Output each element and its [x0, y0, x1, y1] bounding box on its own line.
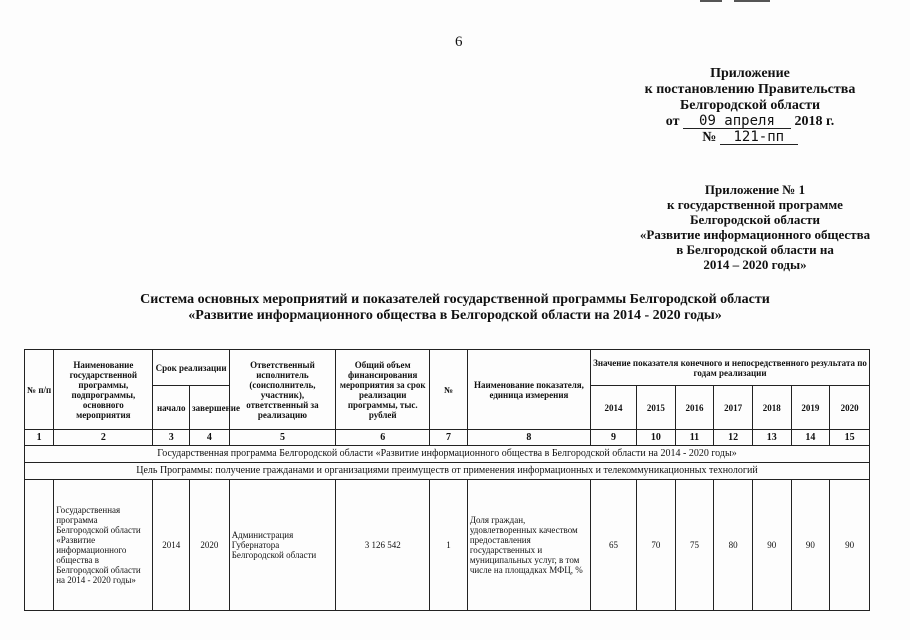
column-number: 12	[714, 430, 753, 446]
column-number: 7	[430, 430, 468, 446]
row-funding: 3 126 542	[336, 480, 430, 611]
row-value: 90	[791, 480, 830, 611]
from-label: от	[665, 114, 680, 129]
column-number: 5	[229, 430, 336, 446]
header-year: 2017	[714, 386, 753, 430]
column-number: 10	[637, 430, 676, 446]
number-label: №	[702, 130, 717, 145]
header-no: № п/п	[25, 350, 54, 430]
header-year: 2015	[637, 386, 676, 430]
appendix-line: Белгородской области	[679, 98, 821, 113]
header-funding: Общий объем финансирования мероприятия за срок реализации программы, тыс. рублей	[336, 350, 430, 430]
header-year: 2014	[591, 386, 637, 430]
column-number: 1	[25, 430, 54, 446]
header-year: 2016	[675, 386, 714, 430]
column-number: 14	[791, 430, 830, 446]
row-start: 2014	[153, 480, 190, 611]
appendix-1-header	[600, 182, 910, 272]
title-line: Система основных мероприятий и показателей государственной программы Белгородской области	[140, 292, 770, 307]
document-title	[60, 292, 850, 324]
header-start: начало	[153, 386, 190, 430]
appendix-date-line	[600, 114, 900, 130]
goal-row-text: Цель Программы: получение гражданами и организациями преимуществ от применения информационных и телекоммуникационных технологий	[25, 463, 870, 480]
column-number: 8	[467, 430, 590, 446]
number-value: 121-пп	[720, 130, 798, 145]
header-executor: Ответственный исполнитель (соисполнитель, участник), ответственный за реализацию	[229, 350, 336, 430]
page-number: 6	[455, 34, 463, 50]
header-no2: №	[430, 350, 468, 430]
column-number: 3	[153, 430, 190, 446]
header-indicator: Наименование показателя, единица измерения	[467, 350, 590, 430]
column-number: 2	[54, 430, 153, 446]
column-number: 11	[675, 430, 714, 446]
top-edge-mark	[700, 0, 722, 2]
header-end: завершение	[190, 386, 230, 430]
row-no2: 1	[430, 480, 468, 611]
table-row	[25, 480, 870, 611]
column-number: 9	[591, 430, 637, 446]
program-row	[25, 446, 870, 463]
header-name: Наименование государственной программы, подпрограммы, основного мероприятия	[54, 350, 153, 430]
column-number: 13	[752, 430, 791, 446]
title-line: «Развитие информационного общества в Белгородской области на 2014 - 2020 годы»	[188, 308, 722, 323]
top-edge-mark	[734, 0, 770, 2]
row-end: 2020	[190, 480, 230, 611]
header-values: Значение показателя конечного и непосредственного результата по годам реализации	[591, 350, 870, 386]
appendix-1-line: к государственной программе	[667, 197, 843, 212]
row-name: Государственная программа Белгородской области «Развитие информационного общества в Белгородской области на 2014 - 2020 годы»	[54, 480, 153, 611]
header-term: Срок реализации	[153, 350, 229, 386]
row-value: 70	[637, 480, 676, 611]
goal-row	[25, 463, 870, 480]
row-value: 65	[591, 480, 637, 611]
header-year: 2020	[830, 386, 870, 430]
header-year: 2018	[752, 386, 791, 430]
row-no	[25, 480, 54, 611]
column-number-row	[25, 430, 870, 446]
row-indicator: Доля граждан, удовлетворенных качеством предоставления государственных и муниципальных услуг, в том числе на площадках МФЦ, %	[467, 480, 590, 611]
appendix-line: Приложение	[710, 66, 790, 81]
column-number: 6	[336, 430, 430, 446]
column-number: 15	[830, 430, 870, 446]
row-executor: Администрация Губернатора Белгородской области	[229, 480, 336, 611]
header-year: 2019	[791, 386, 830, 430]
appendix-line: к постановлению Правительства	[644, 82, 856, 97]
row-value: 90	[752, 480, 791, 611]
appendix-1-line: «Развитие информационного общества	[639, 227, 871, 242]
program-table	[24, 349, 870, 611]
row-value: 90	[830, 480, 870, 611]
appendix-number-line	[600, 130, 900, 146]
appendix-1-line: Белгородской области	[689, 212, 821, 227]
row-value: 80	[714, 480, 753, 611]
appendix-1-line: 2014 – 2020 годы»	[703, 257, 807, 272]
appendix-header	[600, 66, 900, 146]
appendix-1-line: в Белгородской области на	[676, 242, 834, 257]
program-row-text: Государственная программа Белгородской области «Развитие информационного общества в Белгородской области на 2014 - 2020 годы»	[25, 446, 870, 463]
date-value: 09 апреля	[683, 114, 791, 129]
appendix-1-line: Приложение № 1	[704, 182, 806, 197]
column-number: 4	[190, 430, 230, 446]
year-label: 2018 г.	[794, 114, 835, 129]
row-value: 75	[675, 480, 714, 611]
